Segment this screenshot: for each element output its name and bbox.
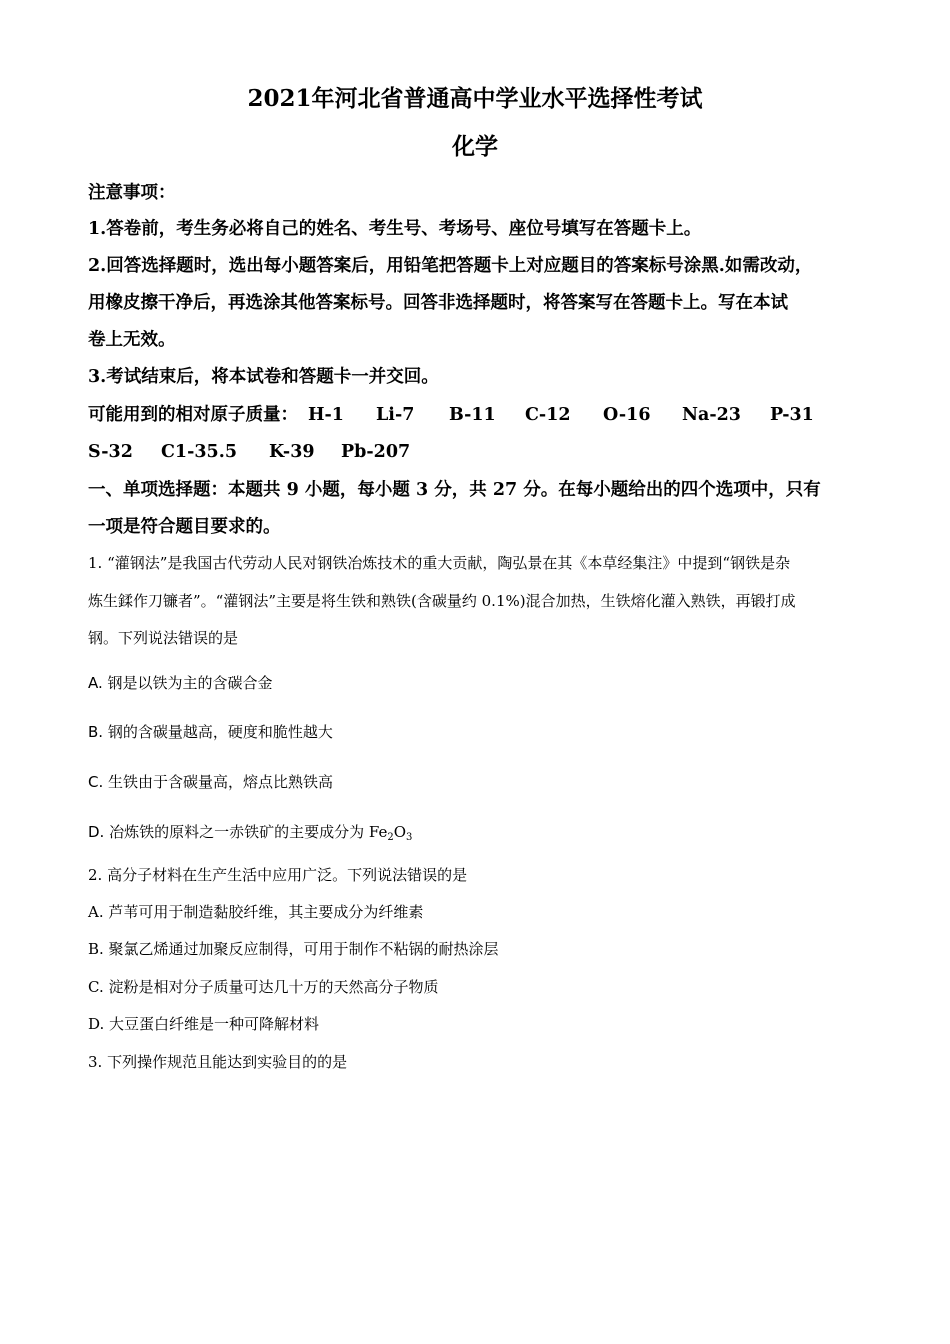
option-label: B. bbox=[88, 723, 104, 741]
notice-item-3: 3.考试结束后，将本试卷和答题卡一并交回。 bbox=[88, 367, 439, 387]
subscript: 2 bbox=[387, 832, 394, 843]
option-text: 生铁由于含碳量高，熔点比熟铁高 bbox=[108, 773, 334, 791]
atomic-mass-item: C1-35.5 bbox=[161, 442, 237, 462]
notice-item-2-line-1: 2.回答选择题时，选出每小题答案后，用铅笔把答题卡上对应题目的答案标号涂黑.如需改动， bbox=[88, 256, 813, 276]
atomic-mass-item: S-32 bbox=[88, 442, 133, 462]
atomic-mass-row-1 bbox=[88, 402, 814, 428]
q2-option-b: B. 聚氯乙烯通过加聚反应制得，可用于制作不粘锅的耐热涂层 bbox=[88, 940, 499, 958]
option-label: C. bbox=[88, 773, 104, 791]
atomic-mass-item: K-39 bbox=[269, 442, 315, 462]
exam-title: 2021年河北省普通高中学业水平选择性考试 bbox=[247, 85, 703, 112]
q1-stem-line-2: 炼生鍒作刀镰者”。“灌钢法”主要是将生铁和熟铁(含碳量约 0.1%)混合加热，生铁熔化灌入熟铁，再锻打成 bbox=[88, 592, 796, 610]
q1-option-b bbox=[88, 721, 333, 743]
atomic-mass-item: Na-23 bbox=[682, 405, 741, 425]
atomic-mass-item: O-16 bbox=[603, 405, 651, 425]
option-label: D. bbox=[88, 823, 105, 841]
q2-option-d: D. 大豆蛋白纤维是一种可降解材料 bbox=[88, 1015, 320, 1033]
atomic-mass-label: 可能用到的相对原子质量： bbox=[88, 405, 298, 425]
q2-option-c: C. 淀粉是相对分子质量可达几十万的天然高分子物质 bbox=[88, 978, 439, 996]
notice-item-1: 1.答卷前，考生务必将自己的姓名、考生号、考场号、座位号填写在答题卡上。 bbox=[88, 219, 702, 239]
atomic-mass-item: H-1 bbox=[308, 405, 344, 425]
notice-heading: 注意事项： bbox=[88, 183, 176, 203]
q3-stem: 3. 下列操作规范且能达到实验目的的是 bbox=[88, 1053, 348, 1071]
formula-part: O bbox=[393, 823, 407, 841]
atomic-mass-item: C-12 bbox=[525, 405, 571, 425]
atomic-mass-item: Li-7 bbox=[376, 405, 415, 425]
q1-stem-line-3: 钢。下列说法错误的是 bbox=[88, 629, 239, 647]
notice-item-2-line-3: 卷上无效。 bbox=[88, 330, 176, 350]
subscript: 3 bbox=[406, 832, 413, 843]
atomic-mass-item: Pb-207 bbox=[341, 442, 411, 462]
atomic-mass-item: P-31 bbox=[770, 405, 814, 425]
option-text: 钢是以铁为主的含碳合金 bbox=[107, 674, 273, 692]
q1-stem-line-1: 1. “灌钢法”是我国古代劳动人民对钢铁冶炼技术的重大贡献，陶弘景在其《本草经集注》中提到“钢铁是杂 bbox=[88, 554, 791, 572]
q2-stem: 2. 高分子材料在生产生活中应用广泛。下列说法错误的是 bbox=[88, 866, 468, 884]
atomic-mass-row-2 bbox=[88, 439, 410, 465]
subject-title: 化学 bbox=[452, 133, 498, 160]
q1-option-a bbox=[88, 672, 273, 694]
atomic-mass-item: B-11 bbox=[449, 405, 496, 425]
q1-option-d bbox=[88, 821, 412, 843]
notice-item-2-line-2: 用橡皮擦干净后，再选涂其他答案标号。回答非选择题时，将答案写在答题卡上。写在本试 bbox=[88, 293, 788, 313]
q2-option-a: A. 芦苇可用于制造黏胶纤维，其主要成分为纤维素 bbox=[88, 903, 424, 921]
option-text: 冶炼铁的原料之一赤铁矿的主要成分为 Fe bbox=[109, 823, 388, 841]
section-1-heading-line-1: 一、单项选择题：本题共 9 小题，每小题 3 分，共 27 分。在每小题给出的四个选项中，只有 bbox=[88, 480, 821, 500]
option-text: 钢的含碳量越高，硬度和脆性越大 bbox=[107, 723, 333, 741]
q1-option-c bbox=[88, 771, 333, 793]
section-1-heading-line-2: 一项是符合题目要求的。 bbox=[88, 517, 281, 537]
option-label: A. bbox=[88, 674, 103, 692]
